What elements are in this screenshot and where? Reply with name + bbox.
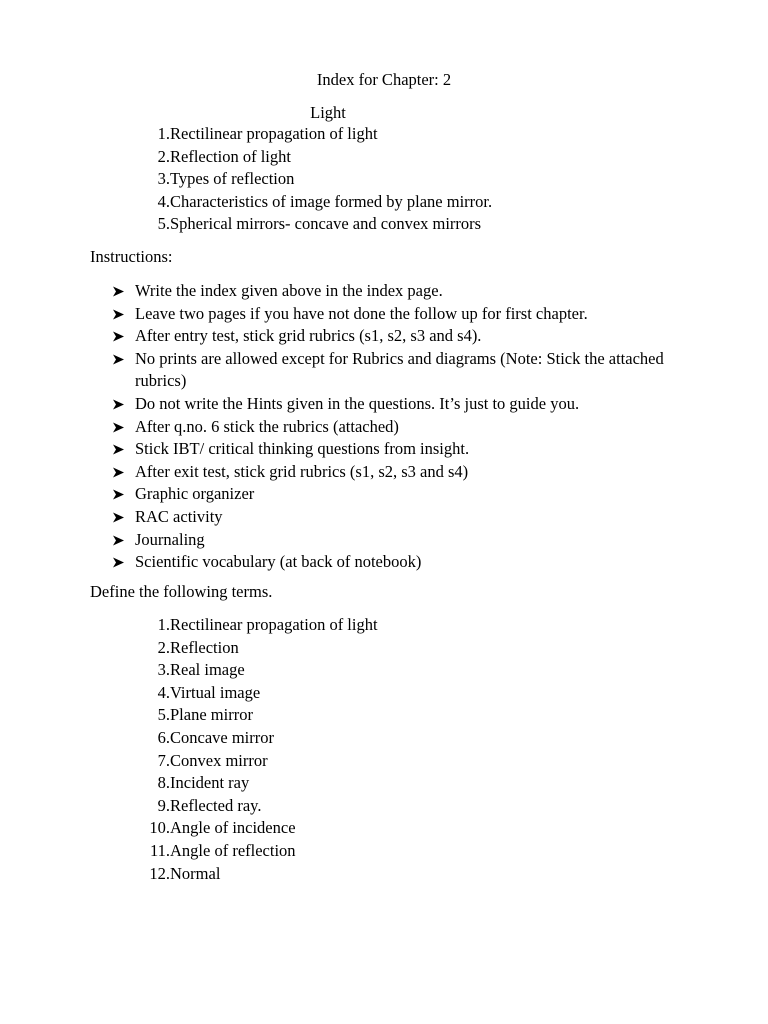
instruction-text: After entry test, stick grid rubrics (s1, s2, s3 and s4). <box>135 326 482 346</box>
term-number: 8. <box>157 773 170 793</box>
instruction-item <box>111 461 671 484</box>
term-text: Angle of reflection <box>170 840 296 860</box>
instruction-text: Graphic organizer <box>135 484 255 504</box>
term-text: Reflected ray. <box>170 795 262 815</box>
term-text: Normal <box>170 863 221 883</box>
term-number: 9. <box>157 795 170 815</box>
instruction-text: Write the index given above in the index page. <box>135 281 443 300</box>
arrowhead-bullet-icon <box>111 438 127 461</box>
term-text: Real image <box>170 660 245 680</box>
topic-number: 1. <box>157 124 170 143</box>
topic-text: Types of reflection <box>170 169 295 189</box>
instruction-text: No prints are allowed except for Rubrics and diagrams (Note: Stick the attached rubrics) <box>135 348 664 391</box>
topic-number: 3. <box>157 169 170 189</box>
instruction-item <box>111 303 671 326</box>
term-number: 2. <box>157 637 170 657</box>
chapter-name: Light <box>310 103 346 122</box>
arrowhead-bullet-icon <box>111 325 127 348</box>
instruction-text: Do not write the Hints given in the questions. It’s just to guide you. <box>135 393 580 413</box>
instruction-text: Scientific vocabulary (at back of notebook) <box>135 552 422 572</box>
arrowhead-bullet-icon <box>111 348 127 371</box>
term-number: 12. <box>149 863 170 883</box>
topic-text: Rectilinear propagation of light <box>170 124 378 143</box>
topic-text: Characteristics of image formed by plane mirror. <box>170 191 493 211</box>
instruction-item <box>111 483 671 506</box>
instruction-text: After exit test, stick grid rubrics (s1, s2, s3 and s4) <box>135 461 469 481</box>
arrowhead-bullet-icon <box>111 416 127 439</box>
term-number: 4. <box>157 682 170 702</box>
arrowhead-bullet-icon <box>111 461 127 484</box>
instruction-text: After q.no. 6 stick the rubrics (attached) <box>135 416 399 436</box>
page-title: Index for Chapter: 2 <box>316 70 452 89</box>
instruction-item <box>111 280 671 303</box>
arrowhead-bullet-icon <box>111 303 127 326</box>
instructions-heading: Instructions: <box>90 247 173 266</box>
term-number: 3. <box>157 660 170 680</box>
term-number: 6. <box>157 727 170 747</box>
term-text: Convex mirror <box>170 750 268 770</box>
term-text: Concave mirror <box>170 727 275 747</box>
arrowhead-bullet-icon <box>111 280 127 303</box>
term-number: 5. <box>157 705 170 725</box>
instruction-text: RAC activity <box>135 506 223 526</box>
topic-number: 2. <box>157 146 170 166</box>
arrowhead-bullet-icon <box>111 393 127 416</box>
topic-number: 4. <box>157 191 170 211</box>
instruction-item <box>111 529 671 552</box>
instruction-item <box>111 348 671 393</box>
term-text: Angle of incidence <box>170 818 296 838</box>
term-number: 7. <box>157 750 170 770</box>
term-text: Rectilinear propagation of light <box>170 615 378 634</box>
term-text: Plane mirror <box>170 705 253 725</box>
instruction-item <box>111 416 671 439</box>
instruction-item <box>111 506 671 529</box>
arrowhead-bullet-icon <box>111 483 127 506</box>
term-number: 1. <box>157 615 170 634</box>
define-terms-heading: Define the following terms. <box>90 582 273 601</box>
arrowhead-bullet-icon <box>111 529 127 552</box>
topic-text: Reflection of light <box>170 146 291 166</box>
topic-number: 5. <box>157 214 170 234</box>
term-number: 11. <box>149 840 170 860</box>
instructions-list <box>111 280 671 574</box>
arrowhead-bullet-icon <box>111 506 127 529</box>
instruction-item <box>111 551 671 574</box>
topic-text: Spherical mirrors- concave and convex mirrors <box>170 214 482 234</box>
term-number: 10. <box>149 818 170 838</box>
instruction-item <box>111 393 671 416</box>
instruction-text: Stick IBT/ critical thinking questions from insight. <box>135 439 470 459</box>
instruction-item <box>111 438 671 461</box>
term-text: Virtual image <box>170 682 261 702</box>
term-text: Incident ray <box>170 773 250 793</box>
instruction-text: Journaling <box>135 529 205 549</box>
term-text: Reflection <box>170 637 239 657</box>
arrowhead-bullet-icon <box>111 551 127 574</box>
instruction-text: Leave two pages if you have not done the follow up for first chapter. <box>135 303 588 323</box>
instruction-item <box>111 325 671 348</box>
